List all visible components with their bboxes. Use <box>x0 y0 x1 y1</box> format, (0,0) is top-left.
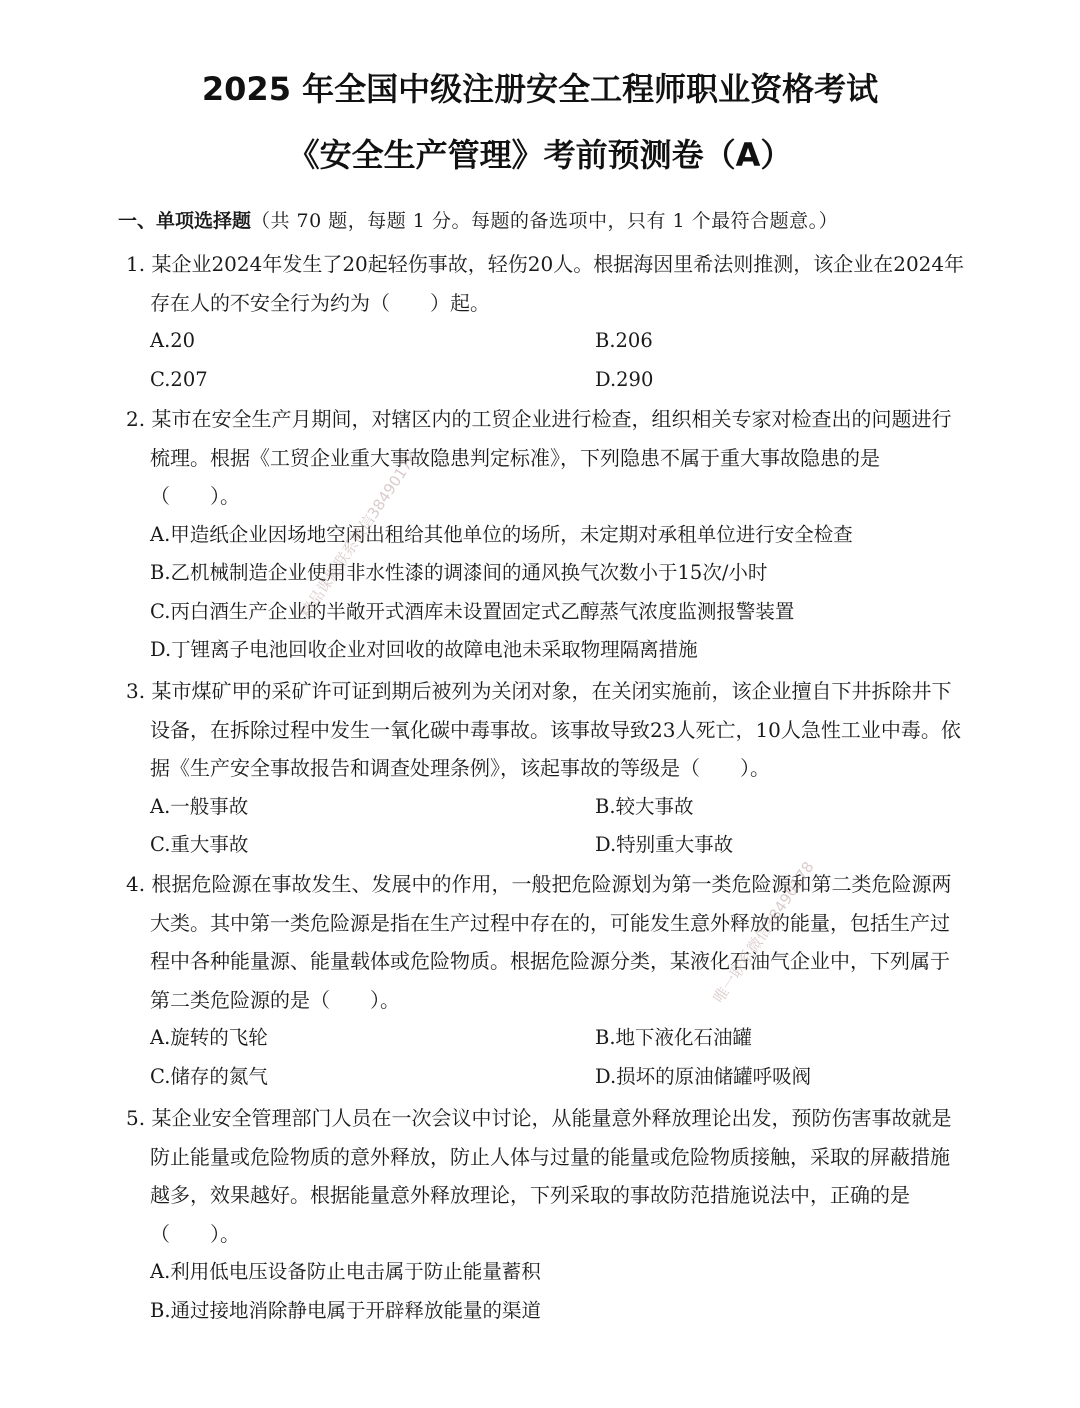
exam-subtitle: 《安全生产管理》考前预测卷（A） <box>287 136 793 174</box>
question-3 <box>126 672 966 865</box>
option-c: C.207 <box>150 367 208 391</box>
option-d: D.损坏的原油储罐呼吸阀 <box>595 1064 812 1088</box>
question-2 <box>126 400 966 670</box>
option-a: A.旋转的飞轮 <box>150 1026 268 1049</box>
option-d: D.丁锂离子电池回收企业对回收的故障电池未采取物理隔离措施 <box>150 638 698 661</box>
option-b: B.地下液化石油罐 <box>595 1026 753 1049</box>
option-c: C.重大事故 <box>150 833 249 856</box>
section-note: （共 70 题，每题 1 分。每题的备选项中，只有 1 个最符合题意。） <box>251 210 839 232</box>
question-1 <box>126 245 966 399</box>
options-grid <box>126 322 966 399</box>
question-stem: 1. 某企业2024年发生了20起轻伤事故，轻伤20人。根据海因里希法则推测，该企业在2024年存在人的不安全行为约为（ ）起。 <box>126 252 965 315</box>
question-5 <box>126 1099 966 1330</box>
option-a: A.利用低电压设备防止电击属于防止能量蓄积 <box>150 1260 541 1283</box>
watermark: 唯一联系微信38490178 <box>709 858 818 1007</box>
question-stem: 4. 根据危险源在事故发生、发展中的作用，一般把危险源划为第一类危险源和第二类危险源两大类。其中第一类危险源是指在生产过程中存在的，可能发生意外释放的能量，包括生产过程中各种能量源、能量载体或危险物质。根据危险源分类，某液化石油气企业中，下列属于第二类危险源的是（ ）。 <box>126 872 952 1012</box>
question-stem: 2. 某市在安全生产月期间，对辖区内的工贸企业进行检查，组织相关专家对检查出的问题进行梳理。根据《工贸企业重大事故隐患判定标准》，下列隐患不属于重大事故隐患的是（ ）。 <box>126 407 952 508</box>
section-heading <box>118 206 838 233</box>
option-b: B.乙机械制造企业使用非水性漆的调漆间的通风换气次数小于15次/小时 <box>150 561 768 584</box>
option-d: D.特别重大事故 <box>595 833 734 856</box>
option-a: A.一般事故 <box>150 794 249 818</box>
option-c: C.丙白酒生产企业的半敞开式酒库未设置固定式乙醇蒸气浓度监测报警装置 <box>150 599 795 623</box>
question-stem: 5. 某企业安全管理部门人员在一次会议中讨论，从能量意外释放理论出发，预防伤害事故就是防止能量或危险物质的意外释放，防止人体与过量的能量或危险物质接触，采取的屏蔽措施越多，效果越好。根据能量意外释放理论，下列采取的事故防范措施说法中，正确的是（ ）。 <box>126 1106 952 1246</box>
question-stem: 3. 某市煤矿甲的采矿许可证到期后被列为关闭对象，在关闭实施前，该企业擅自下井拆除井下设备，在拆除过程中发生一氧化碳中毒事故。该事故导致23人死亡，10人急性工业中毒。依据《生产安全事故报告和调查处理条例》，该起事故的等级是（ ）。 <box>126 679 961 780</box>
watermark: 精品课题联系微信38490178 <box>296 448 422 622</box>
section-label: 一、单项选择题 <box>118 210 252 232</box>
options-grid <box>126 788 966 865</box>
options-grid <box>126 1019 966 1096</box>
option-b: B.通过接地消除静电属于开辟释放能量的渠道 <box>150 1298 542 1322</box>
options-list <box>126 1253 966 1330</box>
option-a: A.甲造纸企业因场地空闲出租给其他单位的场所，未定期对承租单位进行安全检查 <box>150 522 853 546</box>
option-d: D.290 <box>595 367 654 391</box>
option-b: B.206 <box>595 329 653 352</box>
exam-title: 2025 年全国中级注册安全工程师职业资格考试 <box>201 70 879 108</box>
options-list <box>126 516 966 670</box>
option-a: A.20 <box>150 329 196 352</box>
question-4 <box>126 865 966 1096</box>
option-b: B.较大事故 <box>595 794 694 818</box>
option-c: C.储存的氮气 <box>150 1064 268 1088</box>
